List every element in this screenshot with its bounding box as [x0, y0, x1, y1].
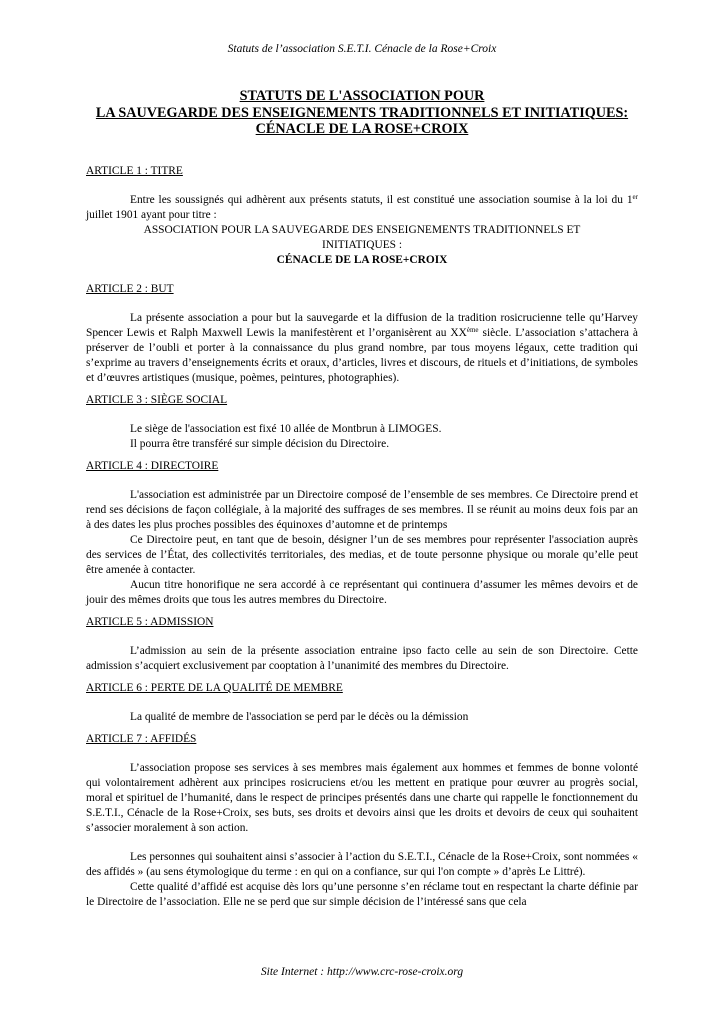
article-2-paragraph: La présente association a pour but la sauvegarde et la diffusion de la tradition rosicrucienne telle qu’Harvey Spencer Lewis et Ralph Maxwell Lewis la manifestèrent et l’organisèrent au XXème siècle. L’association s’attachera à préserver de l’oubli et porter à la connaissance du plus grand nombre, par tous moyens légaux, cette tradition qui s’exprime au travers d’enseignements écrits et oraux, d’articles, livres et discours, de rituels et d’initiations, de symboles et d’œuvres artistiques (musique, poèmes, peintures, photographies). [86, 312, 638, 384]
association-name-line-3: CÉNACLE DE LA ROSE+CROIX [276, 254, 448, 266]
article-5-paragraph: L’admission au sein de la présente association entraine ipso facto celle au sein de son Directoire. Cette admission s’acquiert exclusivement par cooptation à l’unanimité des membres du Directoire. [86, 645, 638, 672]
title-line-2: LA SAUVEGARDE DES ENSEIGNEMENTS TRADITIONNELS ET INITIATIQUES: [95, 104, 629, 121]
article-5-heading: ARTICLE 5 : ADMISSION [86, 616, 214, 628]
running-footer: Site Internet : http://www.crc-rose-croix.org [260, 966, 464, 978]
article-7-paragraph-2: Les personnes qui souhaitent ainsi s’associer à l’action du S.E.T.I., Cénacle de la Rose+Croix, sont nommées « des affidés » (au sens étymologique du terme : en qui on a confiance, sur qui l'on compte » d’après Le Littré). [86, 851, 638, 878]
article-6-paragraph: La qualité de membre de l'association se perd par le décès ou la démission [130, 711, 469, 723]
article-4-paragraph-1: L'association est administrée par un Directoire composé de l’ensemble de ses membres. Ce Directoire prend et rend ses décisions de façon collégiale, à la majorité des suffrages de ses membres. Il se réunit au moins deux fois par an à des dates les plus proches possibles des équinoxes d’automne et de printemps [86, 489, 638, 531]
article-2-heading: ARTICLE 2 : BUT [86, 283, 174, 295]
title-line-1: STATUTS DE L'ASSOCIATION POUR [239, 88, 485, 104]
article-4-paragraph-3: Aucun titre honorifique ne sera accordé à ce représentant qui continuera d’assumer les mêmes devoirs et de jouir des mêmes droits que tous les autres membres du Directoire. [86, 579, 638, 606]
running-header: Statuts de l’association S.E.T.I. Cénacle de la Rose+Croix [227, 43, 497, 55]
association-name-line-1: ASSOCIATION POUR LA SAUVEGARDE DES ENSEIGNEMENTS TRADITIONNELS ET [143, 224, 581, 236]
article-3-line-2: Il pourra être transféré sur simple décision du Directoire. [130, 438, 390, 450]
article-3-heading: ARTICLE 3 : SIÈGE SOCIAL [86, 394, 228, 406]
article-4-heading: ARTICLE 4 : DIRECTOIRE [86, 460, 219, 472]
article-3-line-1: Le siège de l'association est fixé 10 allée de Montbrun à LIMOGES. [130, 423, 442, 435]
article-7-heading: ARTICLE 7 : AFFIDÉS [86, 733, 197, 745]
association-name-line-2: INITIATIQUES : [321, 239, 403, 251]
article-7-paragraph-3: Cette qualité d’affidé est acquise dès lors qu’une personne s’en réclame tout en respectant la charte définie par le Directoire de l’association. Elle ne se perd que sur simple décision de l’intéressé sans que cela [86, 881, 638, 908]
article-4-paragraph-2: Ce Directoire peut, en tant que de besoin, désigner l’un de ses membres pour représenter l'association auprès des services de l’État, des collectivités territoriales, des medias, et de toute personne physique ou morale qu’elle peut être amenée à contacter. [86, 534, 638, 576]
title-line-3: CÉNACLE DE LA ROSE+CROIX [255, 121, 469, 137]
article-1-paragraph: Entre les soussignés qui adhèrent aux présents statuts, il est constitué une association soumise à la loi du 1er juillet 1901 ayant pour titre : [86, 193, 638, 221]
document-body [86, 164, 638, 910]
article-7-paragraph-1: L’association propose ses services à ses membres mais également aux hommes et femmes de bonne volonté qui volontairement adhèrent aux principes rosicruciens et/ou les mettent en pratique pour œuvrer au progrès social, moral et spirituel de l’humanité, dans le respect de principes présentés dans une charte qui rappelle le fonctionnement du S.E.T.I., Cénacle de la Rose+Croix, ses buts, ses droits et devoirs ainsi que les droits et devoirs de ceux qui souhaitent s’associer moralement à son action. [86, 762, 638, 834]
article-6-heading: ARTICLE 6 : PERTE DE LA QUALITÉ DE MEMBRE [86, 682, 343, 694]
article-1-heading: ARTICLE 1 : TITRE [86, 165, 183, 177]
document-title [40, 88, 684, 138]
